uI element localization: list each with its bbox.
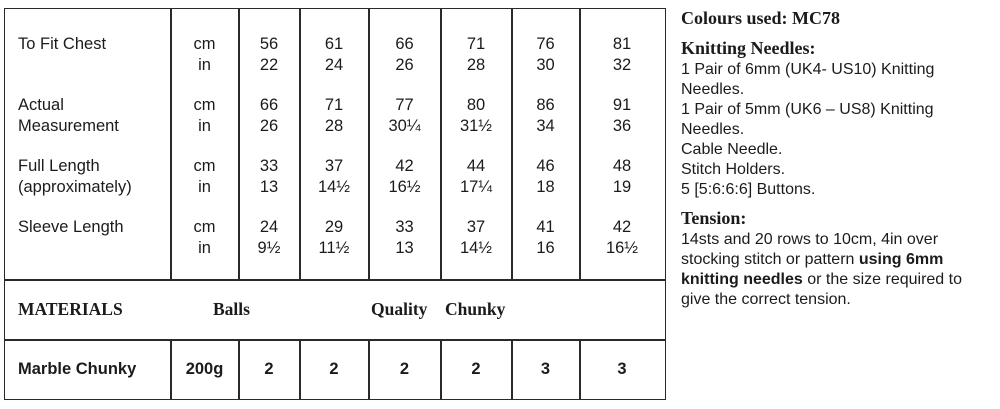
row-divider bbox=[5, 279, 665, 281]
value-cell: 9½ bbox=[257, 239, 281, 257]
value-cell: 28 bbox=[324, 117, 344, 135]
value-cell: 71 bbox=[466, 35, 486, 53]
tension-emphasis: using 6mm bbox=[858, 251, 944, 268]
value-cell: 33 bbox=[259, 157, 279, 175]
value-cell: 31½ bbox=[459, 117, 493, 135]
value-cell: 36 bbox=[612, 117, 632, 135]
yarn-name: Marble Chunky bbox=[18, 360, 137, 378]
value-cell: 41 bbox=[536, 218, 555, 236]
value-cell: 76 bbox=[536, 35, 555, 53]
unit-cm: cm bbox=[193, 218, 216, 236]
tension-text: stocking stitch or pattern bbox=[681, 251, 859, 268]
value-cell: 33 bbox=[395, 218, 414, 236]
value-cell: 66 bbox=[395, 35, 414, 53]
value-cell: 56 bbox=[259, 35, 279, 53]
ball-count: 3 bbox=[617, 360, 627, 378]
value-cell: 18 bbox=[536, 178, 555, 196]
needles-line: 5 [5:6:6:6] Buttons. bbox=[681, 181, 816, 198]
value-cell: 11½ bbox=[318, 239, 350, 257]
value-cell: 37 bbox=[466, 218, 486, 236]
row-label-length: Full Length bbox=[18, 157, 100, 175]
tension-heading: Tension: bbox=[681, 208, 747, 228]
needles-line: 1 Pair of 6mm (UK4- US10) Knitting bbox=[681, 61, 935, 78]
ball-count: 2 bbox=[329, 360, 339, 378]
value-cell: 91 bbox=[612, 96, 632, 114]
value-cell: 30 bbox=[536, 56, 555, 74]
value-cell: 42 bbox=[395, 157, 414, 175]
value-cell: 80 bbox=[466, 96, 486, 114]
value-cell: 13 bbox=[395, 239, 414, 257]
value-cell: 16½ bbox=[388, 178, 421, 196]
needles-line: Cable Needle. bbox=[681, 141, 783, 158]
value-cell: 34 bbox=[536, 117, 555, 135]
row-label-chest: To Fit Chest bbox=[18, 35, 107, 53]
value-cell: 46 bbox=[536, 157, 555, 175]
value-cell: 22 bbox=[259, 56, 279, 74]
tension-line: 14sts and 20 rows to 10cm, 4in over bbox=[681, 231, 939, 248]
tension-line bbox=[681, 270, 962, 290]
unit-in: in bbox=[198, 178, 211, 196]
needles-line: Needles. bbox=[681, 121, 745, 138]
row-label-sleeve: Sleeve Length bbox=[18, 218, 124, 236]
value-cell: 32 bbox=[612, 56, 632, 74]
value-cell: 14½ bbox=[459, 239, 493, 257]
row-label-actual: Actual bbox=[18, 96, 64, 114]
balls-label: Balls bbox=[213, 299, 250, 319]
quality-value: Chunky bbox=[445, 299, 506, 319]
value-cell: 81 bbox=[612, 35, 632, 53]
row-label-length: (approximately) bbox=[18, 178, 132, 196]
tension-line bbox=[681, 250, 943, 270]
value-cell: 71 bbox=[324, 96, 344, 114]
value-cell: 86 bbox=[536, 96, 555, 114]
size-table bbox=[4, 8, 666, 400]
value-cell: 26 bbox=[259, 117, 279, 135]
value-cell: 37 bbox=[324, 157, 344, 175]
yarn-weight: 200g bbox=[185, 360, 224, 378]
colours-heading: Colours used: MC78 bbox=[681, 8, 841, 28]
materials-heading: MATERIALS bbox=[18, 299, 123, 319]
value-cell: 77 bbox=[395, 96, 414, 114]
unit-cm: cm bbox=[193, 157, 216, 175]
unit-in: in bbox=[198, 56, 211, 74]
value-cell: 42 bbox=[612, 218, 632, 236]
value-cell: 30¼ bbox=[388, 117, 421, 135]
needles-heading: Knitting Needles: bbox=[681, 38, 816, 58]
tension-emphasis: knitting needles bbox=[681, 271, 803, 288]
value-cell: 14½ bbox=[317, 178, 351, 196]
value-cell: 44 bbox=[466, 157, 486, 175]
tension-text: or the size required to bbox=[802, 271, 962, 288]
ball-count: 2 bbox=[264, 360, 274, 378]
row-divider bbox=[5, 339, 665, 341]
ball-count: 2 bbox=[471, 360, 481, 378]
value-cell: 26 bbox=[395, 56, 414, 74]
row-label-actual: Measurement bbox=[18, 117, 119, 135]
value-cell: 24 bbox=[259, 218, 279, 236]
quality-label: Quality bbox=[371, 299, 428, 319]
needles-line: 1 Pair of 5mm (UK6 – US8) Knitting bbox=[681, 101, 934, 118]
value-cell: 28 bbox=[466, 56, 486, 74]
value-cell: 19 bbox=[612, 178, 632, 196]
ball-count: 2 bbox=[399, 360, 410, 378]
needles-line: Needles. bbox=[681, 81, 745, 98]
value-cell: 29 bbox=[324, 218, 344, 236]
ball-count: 3 bbox=[540, 360, 551, 378]
unit-in: in bbox=[198, 117, 211, 135]
needles-line: Stitch Holders. bbox=[681, 161, 786, 178]
value-cell: 66 bbox=[259, 96, 279, 114]
value-cell: 13 bbox=[259, 178, 279, 196]
value-cell: 24 bbox=[324, 56, 344, 74]
value-cell: 61 bbox=[324, 35, 344, 53]
value-cell: 48 bbox=[612, 157, 632, 175]
tension-line: give the correct tension. bbox=[681, 291, 851, 308]
unit-in: in bbox=[198, 239, 211, 257]
unit-cm: cm bbox=[193, 35, 216, 53]
value-cell: 17¼ bbox=[459, 178, 493, 196]
unit-cm: cm bbox=[193, 96, 216, 114]
value-cell: 16½ bbox=[605, 239, 639, 257]
value-cell: 16 bbox=[536, 239, 555, 257]
